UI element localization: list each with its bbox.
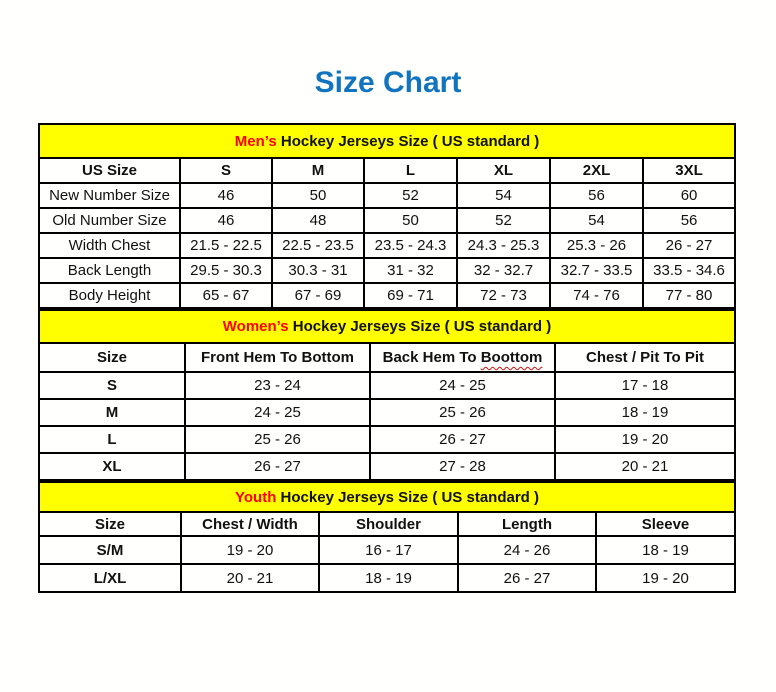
mens-title-rest: Hockey Jerseys Size ( US standard ) — [276, 132, 540, 150]
table-row — [39, 283, 735, 308]
youth-banner-row — [39, 482, 735, 512]
value-cell: 24 - 26 — [458, 536, 596, 564]
col-header: US Size — [39, 158, 180, 183]
row-label: Old Number Size — [39, 208, 180, 233]
col-header: 3XL — [643, 158, 735, 183]
row-label: Width Chest — [39, 233, 180, 258]
value-cell: 33.5 - 34.6 — [643, 258, 735, 283]
value-cell: 21.5 - 22.5 — [180, 233, 272, 258]
value-cell: 31 - 32 — [364, 258, 457, 283]
youth-size-table — [38, 481, 736, 593]
col-header-with-spellcheck — [370, 343, 555, 372]
page-title: Size Chart — [314, 66, 462, 99]
womens-title-highlight: Women’s — [222, 318, 289, 335]
mens-title-highlight: Men’s — [234, 132, 277, 150]
value-cell: 60 — [643, 183, 735, 208]
value-cell: 54 — [550, 208, 643, 233]
value-cell: 23 - 24 — [185, 372, 370, 399]
value-cell: 26 - 27 — [643, 233, 735, 258]
col-header: L — [364, 158, 457, 183]
col-header: XL — [457, 158, 550, 183]
value-cell: 26 - 27 — [370, 426, 555, 453]
col-header: Front Hem To Bottom — [185, 343, 370, 372]
table-row — [39, 208, 735, 233]
value-cell: 25 - 26 — [185, 426, 370, 453]
value-cell: 77 - 80 — [643, 283, 735, 308]
col-header: 2XL — [550, 158, 643, 183]
value-cell: 19 - 20 — [596, 564, 735, 592]
value-cell: 25.3 - 26 — [550, 233, 643, 258]
misspelled-word: Boottom — [480, 349, 543, 366]
col-header: Chest / Width — [181, 512, 319, 536]
col-header: Length — [458, 512, 596, 536]
col-header: Shoulder — [319, 512, 458, 536]
row-label: Back Length — [39, 258, 180, 283]
value-cell: 16 - 17 — [319, 536, 458, 564]
value-cell: 27 - 28 — [370, 453, 555, 480]
value-cell: 26 - 27 — [185, 453, 370, 480]
value-cell: 18 - 19 — [319, 564, 458, 592]
col-header: Size — [39, 512, 181, 536]
womens-table-title — [39, 310, 735, 343]
value-cell: 26 - 27 — [458, 564, 596, 592]
row-label: Body Height — [39, 283, 180, 308]
value-cell: 52 — [364, 183, 457, 208]
value-cell: 19 - 20 — [181, 536, 319, 564]
youth-title-highlight: Youth — [235, 488, 277, 506]
youth-title-rest: Hockey Jerseys Size ( US standard ) — [276, 488, 539, 506]
row-label: S — [39, 372, 185, 399]
value-cell: 48 — [272, 208, 364, 233]
value-cell: 24 - 25 — [370, 372, 555, 399]
value-cell: 74 - 76 — [550, 283, 643, 308]
value-cell: 72 - 73 — [457, 283, 550, 308]
value-cell: 17 - 18 — [555, 372, 735, 399]
value-cell: 18 - 19 — [555, 399, 735, 426]
womens-size-table — [38, 309, 736, 481]
value-cell: 56 — [643, 208, 735, 233]
col-header: Sleeve — [596, 512, 735, 536]
table-row — [39, 183, 735, 208]
womens-banner-row — [39, 310, 735, 343]
row-label: New Number Size — [39, 183, 180, 208]
col-header: M — [272, 158, 364, 183]
value-cell: 32 - 32.7 — [457, 258, 550, 283]
value-cell: 19 - 20 — [555, 426, 735, 453]
row-label: XL — [39, 453, 185, 480]
value-cell: 18 - 19 — [596, 536, 735, 564]
table-row — [39, 564, 735, 592]
table-row — [39, 233, 735, 258]
value-cell: 30.3 - 31 — [272, 258, 364, 283]
row-label: M — [39, 399, 185, 426]
value-cell: 54 — [457, 183, 550, 208]
value-cell: 67 - 69 — [272, 283, 364, 308]
table-row — [39, 258, 735, 283]
value-cell: 22.5 - 23.5 — [272, 233, 364, 258]
value-cell: 23.5 - 24.3 — [364, 233, 457, 258]
value-cell: 52 — [457, 208, 550, 233]
back-hem-prefix: Back Hem To — [382, 349, 481, 366]
row-label: S/M — [39, 536, 181, 564]
value-cell: 50 — [364, 208, 457, 233]
row-label: L — [39, 426, 185, 453]
mens-header-row — [39, 158, 735, 183]
youth-table-title — [39, 482, 735, 512]
mens-size-table — [38, 123, 736, 309]
value-cell: 20 - 21 — [555, 453, 735, 480]
value-cell: 65 - 67 — [180, 283, 272, 308]
value-cell: 24.3 - 25.3 — [457, 233, 550, 258]
col-header: Chest / Pit To Pit — [555, 343, 735, 372]
value-cell: 46 — [180, 183, 272, 208]
youth-header-row — [39, 512, 735, 536]
value-cell: 24 - 25 — [185, 399, 370, 426]
table-row — [39, 372, 735, 399]
row-label: L/XL — [39, 564, 181, 592]
table-row — [39, 426, 735, 453]
table-row — [39, 399, 735, 426]
value-cell: 56 — [550, 183, 643, 208]
womens-title-rest: Hockey Jerseys Size ( US standard ) — [288, 318, 552, 335]
col-header: S — [180, 158, 272, 183]
mens-table-title — [39, 124, 735, 158]
value-cell: 32.7 - 33.5 — [550, 258, 643, 283]
value-cell: 25 - 26 — [370, 399, 555, 426]
tables-container — [38, 123, 734, 593]
table-row — [39, 453, 735, 480]
value-cell: 69 - 71 — [364, 283, 457, 308]
mens-banner-row — [39, 124, 735, 158]
womens-header-row — [39, 343, 735, 372]
table-row — [39, 536, 735, 564]
col-header: Size — [39, 343, 185, 372]
value-cell: 29.5 - 30.3 — [180, 258, 272, 283]
value-cell: 46 — [180, 208, 272, 233]
value-cell: 50 — [272, 183, 364, 208]
value-cell: 20 - 21 — [181, 564, 319, 592]
